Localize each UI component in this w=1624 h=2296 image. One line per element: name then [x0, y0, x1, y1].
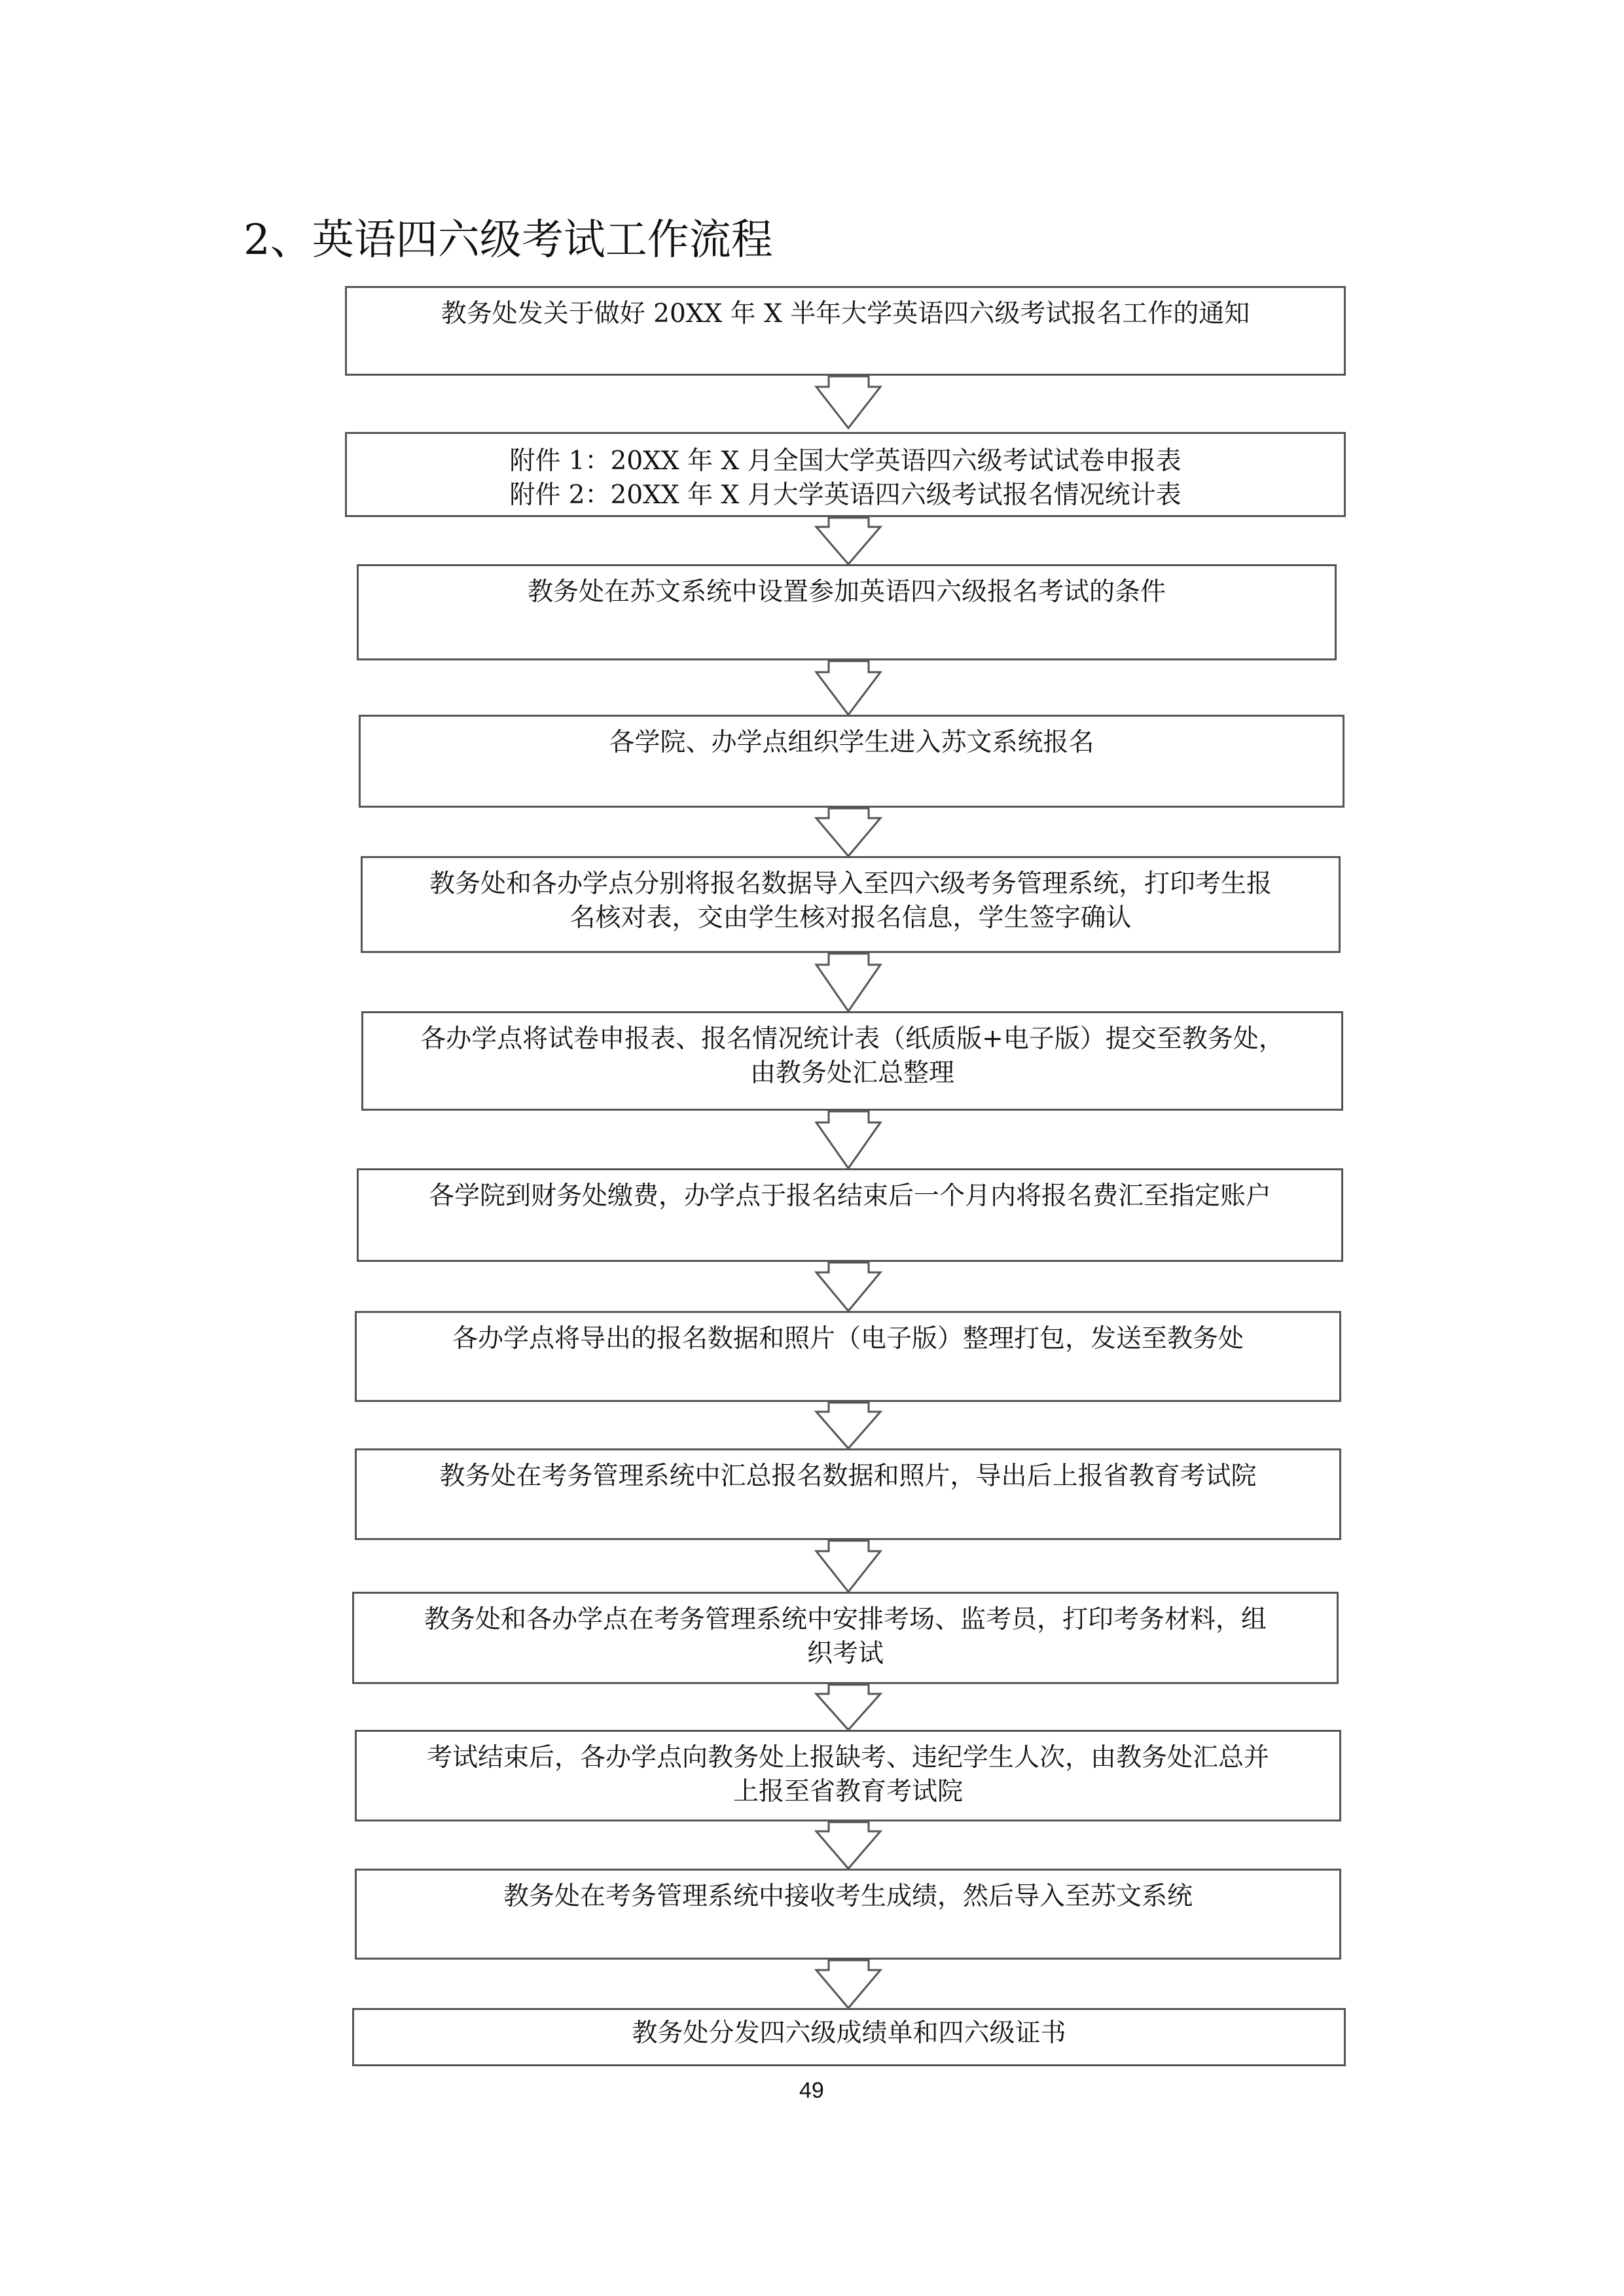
step-line: 附件 2：20XX 年 X 月大学英语四六级考试报名情况统计表 [509, 480, 1182, 510]
down-arrow-icon [816, 661, 880, 715]
step-line: 各学院、办学点组织学生进入苏文系统报名 [609, 728, 1094, 757]
step-line: 名核对表，交由学生核对报名信息，学生签字确认 [569, 903, 1132, 933]
down-arrow-icon [816, 1541, 880, 1592]
step-line: 教务处在考务管理系统中汇总报名数据和照片，导出后上报省教育考试院 [439, 1462, 1257, 1491]
step-line: 各学院到财务处缴费，办学点于报名结束后一个月内将报名费汇至指定账户 [428, 1181, 1271, 1211]
step-line: 教务处在考务管理系统中接收考生成绩，然后导入至苏文系统 [503, 1882, 1193, 1911]
step-line: 由教务处汇总整理 [749, 1058, 954, 1088]
step-line: 考试结束后，各办学点向教务处上报缺考、违纪学生人次，由教务处汇总并 [426, 1743, 1269, 1772]
down-arrow-icon [816, 954, 880, 1011]
step-line: 各办学点将导出的报名数据和照片（电子版）整理打包，发送至教务处 [452, 1324, 1244, 1354]
step-line: 教务处和各办学点在考务管理系统中安排考场、监考员，打印考务材料，组 [424, 1605, 1267, 1634]
step-line: 各办学点将试卷申报表、报名情况统计表（纸质版+电子版）提交至教务处， [420, 1024, 1284, 1054]
down-arrow-icon [816, 1822, 880, 1869]
step-line: 教务处分发四六级成绩单和四六级证书 [632, 2018, 1066, 2048]
down-arrow-icon [816, 518, 880, 564]
down-arrow-icon [816, 376, 880, 428]
down-arrow-icon [816, 1403, 880, 1448]
step-line: 织考试 [806, 1639, 884, 1668]
down-arrow-icon [816, 1111, 880, 1168]
step-line: 教务处和各办学点分别将报名数据导入至四六级考务管理系统，打印考生报 [429, 869, 1272, 899]
down-arrow-icon [816, 1960, 880, 2008]
down-arrow-icon [816, 1685, 880, 1730]
step-line: 教务处在苏文系统中设置参加英语四六级报名考试的条件 [527, 577, 1166, 607]
down-arrow-icon [816, 1263, 880, 1311]
page-number: 49 [799, 2078, 824, 2103]
down-arrow-icon [816, 808, 880, 856]
step-line: 附件 1：20XX 年 X 月全国大学英语四六级考试试卷申报表 [509, 446, 1182, 476]
step-line: 教务处发关于做好 20XX 年 X 半年大学英语四六级考试报名工作的通知 [441, 299, 1250, 329]
step-line: 上报至省教育考试院 [732, 1777, 963, 1806]
page-title: 2、英语四六级考试工作流程 [244, 216, 773, 264]
